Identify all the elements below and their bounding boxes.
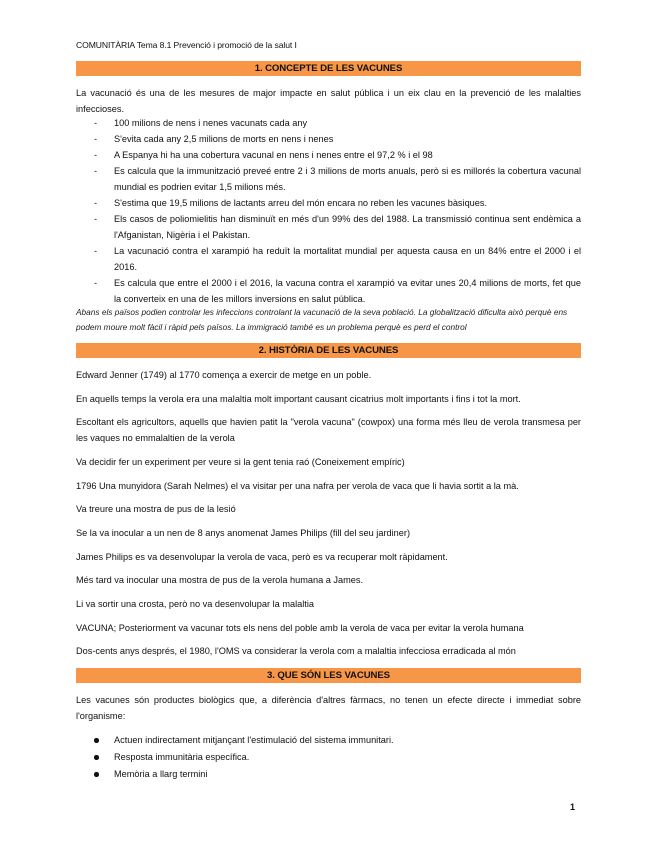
list-item: - Es calcula que entre el 2000 i el 2016, la vacuna contra el xarampió va evitar unes 20,4 milions de morts, fet que la converteix en una de les millors inversions en salut pública.: [76, 275, 581, 307]
list-item: - Els casos de poliomielitis han disminuït en més d'un 99% des del 1988. La transmissió continua sent endèmica a l'Afganistan, Nigèria i el Pakistan.: [76, 211, 581, 243]
list-item: Actuen indirectament mitjançant l'estimulació del sistema immunitari.: [76, 732, 581, 749]
list-item: - La vacunació contra el xarampió ha reduït la mortalitat mundial per aquesta causa en un 84% entre el 2000 i el 2016.: [76, 243, 581, 275]
list-item: - Es calcula que la immunització preveé entre 2 i 3 milions de morts anuals, però si es millorés la cobertura vacunal mundial es podrien evitar 1,5 milions més.: [76, 163, 581, 195]
section-heading-concepte: 1. CONCEPTE DE LES VACUNES: [76, 61, 581, 76]
section-intro-paragraph: La vacunació és una de les mesures de major impacte en salut pública i un eix clau en la prevenció de les malalties infeccioses.: [76, 88, 581, 114]
list-item: - S'evita cada any 2,5 milions de morts en nens i nenes: [76, 131, 581, 147]
page-number: 1: [570, 802, 576, 812]
list-item: - A Espanya hi ha una cobertura vacunal en nens i nenes entre el 97,2 % i el 98: [76, 147, 581, 163]
list-item: - S'estima que 19,5 milions de lactants arreu del món encara no reben les vacunes bàsiques.: [76, 195, 581, 211]
history-paragraph: 1796 Una munyidora (Sarah Nelmes) el va visitar per una nafra per verola de vaca que li havia sortit a la mà.: [76, 481, 519, 491]
section-intro-paragraph: Les vacunes són productes biològics que, a diferència d'altres fàrmacs, no tenen un efecte directe i immediat sobre l'organisme:: [76, 695, 581, 721]
list-item: Resposta immunitària específica.: [76, 749, 581, 766]
history-paragraph: Va treure una mostra de pus de la lesió: [76, 504, 236, 514]
section-heading-historia: 2. HISTÒRIA DE LES VACUNES: [76, 343, 581, 358]
facts-list: [76, 115, 581, 307]
history-paragraph: VACUNA; Posteriorment va vacunar tots els nens del poble amb la verola de vaca per evitar la verola humana: [76, 623, 524, 633]
italic-note: Abans els països podien controlar les infeccions controlant la vacunació de la seva població. La globalització dificulta això perquè ens podem moure molt fàcil i ràpid pels països. La immigració també es un problema perquè es perd el control: [76, 307, 568, 332]
history-paragraph: Escoltant els agricultors, aquells que havien patit la "verola vacuna" (cowpox) una forma més lleu de verola transmesa per les vaques no emmalaltien de la verola: [76, 417, 581, 443]
list-item: - 100 milions de nens i nenes vacunats cada any: [76, 115, 581, 131]
history-paragraph: En aquells temps la verola era una malaltia molt important causant cicatrius molt importants i fins i tot la mort.: [76, 394, 521, 404]
history-paragraph: James Philips es va desenvolupar la verola de vaca, però es va recuperar molt ràpidament.: [76, 552, 448, 562]
running-header: COMUNITÀRIA Tema 8.1 Prevenció i promoció de la salut I: [76, 40, 297, 50]
history-paragraph: Se la va inocular a un nen de 8 anys anomenat James Philips (fill del seu jardiner): [76, 528, 410, 538]
list-item: Memòria a llarg termini: [76, 766, 581, 783]
history-paragraph: Dos-cents anys després, el 1980, l'OMS va considerar la verola com a malaltia infecciosa erradicada al món: [76, 646, 516, 656]
bullet-list: [76, 732, 581, 783]
section-heading-que-son: 3. QUE SÓN LES VACUNES: [76, 668, 581, 683]
history-paragraph: Edward Jenner (1749) al 1770 comença a exercir de metge en un poble.: [76, 370, 372, 380]
history-paragraph: Va decidir fer un experiment per veure si la gent tenia raó (Coneixement empíric): [76, 457, 405, 467]
history-paragraph: Més tard va inocular una mostra de pus de la verola humana a James.: [76, 575, 364, 585]
history-paragraph: Li va sortir una crosta, però no va desenvolupar la malaltia: [76, 599, 314, 609]
